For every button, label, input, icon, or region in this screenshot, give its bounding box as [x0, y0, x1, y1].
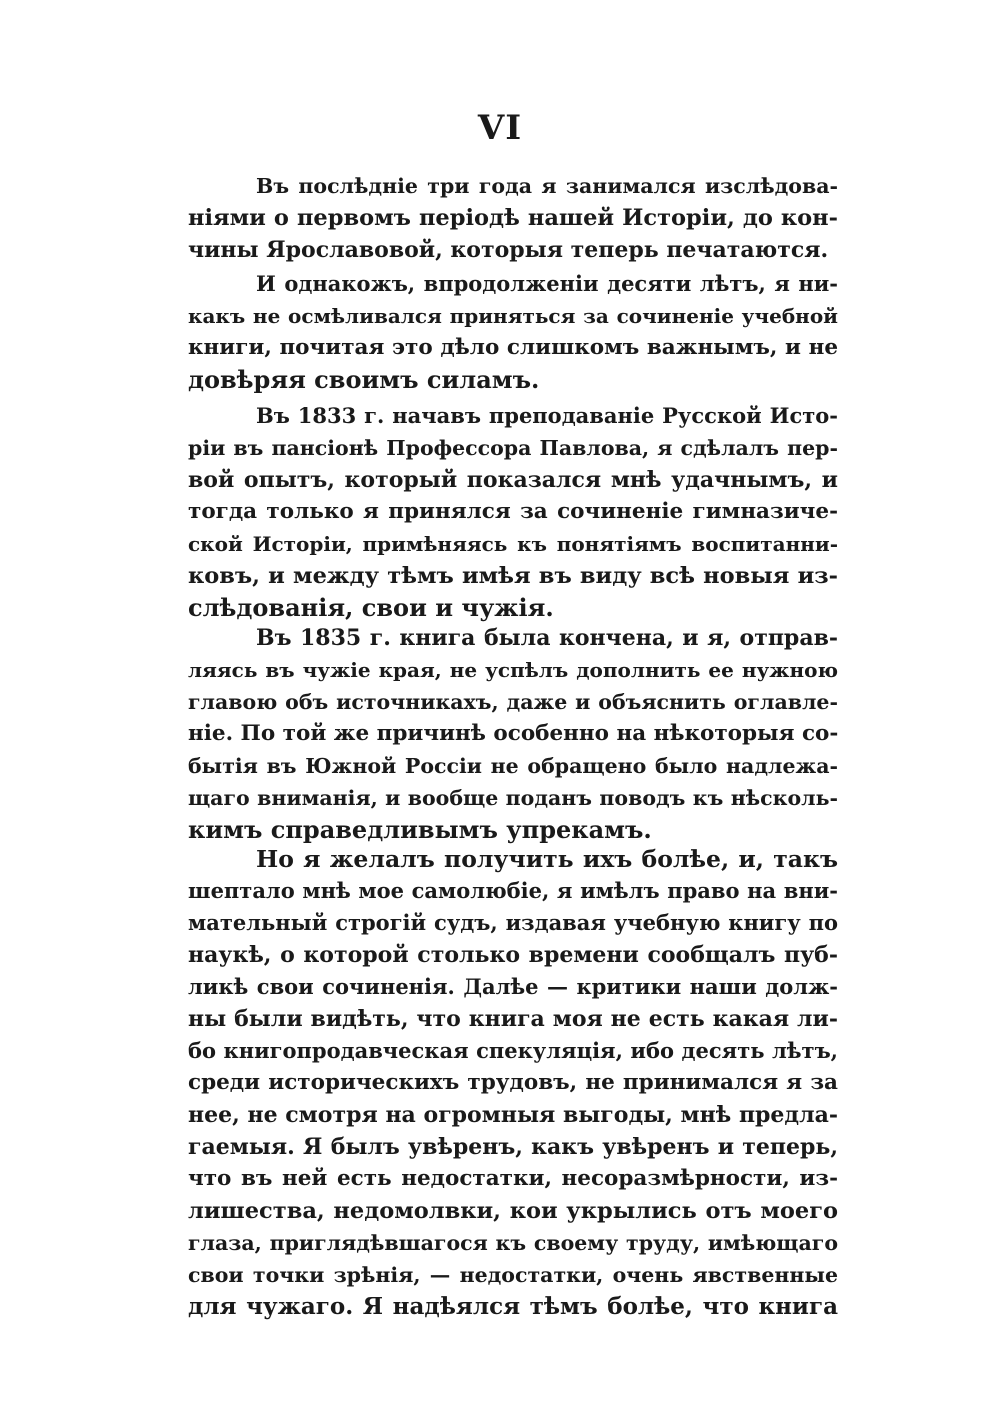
text-line: довѣряя своимъ силамъ.: [188, 365, 540, 394]
text-line: ковъ, и между тѣмъ имѣя въ виду всѣ новыя из-: [188, 563, 838, 589]
text-line: главою объ источникахъ, даже и объяснить оглавле-: [188, 690, 838, 714]
paragraph-2: [188, 268, 838, 396]
text-line: слѣдованія, свои и чужія.: [188, 593, 554, 622]
text-line: Но я желалъ получить ихъ болѣе, и, такъ: [256, 845, 838, 873]
text-line: ніе. По той же причинѣ особенно на нѣкоторыя со-: [188, 721, 838, 746]
text-line: ны были видѣть, что книга моя не есть какая ли-: [188, 1006, 838, 1032]
text-line: ніями о первомъ періодѣ нашей Исторіи, до кон-: [188, 205, 838, 231]
text-line: щаго вниманія, и вообще поданъ поводъ къ нѣсколь-: [188, 786, 838, 810]
text-line: гаемыя. Я былъ увѣренъ, какъ увѣренъ и теперь,: [188, 1134, 838, 1160]
text-line: что въ ней есть недостатки, несоразмѣрности, из-: [188, 1166, 838, 1191]
text-line: ликѣ свои сочиненія. Далѣе — критики наши долж-: [188, 974, 838, 999]
text-line: какъ не осмѣливался приняться за сочиненіе учебной: [188, 304, 838, 328]
text-line: И однакожъ, впродолженіи десяти лѣтъ, я ни-: [256, 271, 838, 296]
text-line: Въ послѣдніе три года я занимался изслѣдова-: [256, 174, 838, 198]
page-number: VI: [477, 108, 523, 148]
text-line: шептало мнѣ мое самолюбіе, я имѣлъ право на вни-: [188, 878, 838, 903]
text-line: среди историческихъ трудовъ, не принимался я за: [188, 1070, 838, 1095]
text-line: ляясь въ чужіе края, не успѣлъ дополнить ее нужною: [188, 658, 838, 682]
text-line: Въ 1833 г. начавъ преподаваніе Русской Исто-: [256, 403, 838, 428]
text-line: мательный строгій судъ, издавая учебную книгу по: [188, 910, 838, 935]
text-line: наукѣ, о которой столько времени сообщалъ пуб-: [188, 942, 838, 968]
text-line: тогда только я принялся за сочиненіе гимназиче-: [188, 499, 838, 524]
text-line: глаза, приглядѣвшагося къ своему труду, имѣющаго: [188, 1231, 838, 1255]
paragraph-3: [188, 400, 838, 624]
text-line: кимъ справедливымъ упрекамъ.: [188, 815, 652, 844]
text-line: лишества, недомолвки, кои укрылись отъ моего: [188, 1198, 838, 1224]
text-line: свои точки зрѣнія, — недостатки, очень явственные: [188, 1263, 838, 1287]
text-line: вой опытъ, который показался мнѣ удачнымъ, и: [188, 467, 838, 493]
text-line: нее, не смотря на огромныя выгоды, мнѣ предла-: [188, 1102, 838, 1128]
text-line: книги, почитая это дѣло слишкомъ важнымъ, и не: [188, 335, 838, 360]
text-line: для чужаго. Я надѣялся тѣмъ болѣе, что книга: [188, 1293, 838, 1320]
text-line: чины Ярославовой, которыя теперь печатаются.: [188, 237, 829, 263]
text-line: ской Исторіи, примѣняясь къ понятіямъ воспитанни-: [188, 532, 838, 556]
text-line: бытія въ Южной Россіи не обращено было надлежа-: [188, 754, 838, 778]
paragraph-5: [188, 843, 838, 1323]
paragraph-4: [188, 622, 838, 846]
text-line: бо книгопродавческая спекуляція, ибо десять лѣтъ,: [188, 1038, 838, 1063]
text-line: ріи въ пансіонѣ Профессора Павлова, я сдѣлалъ пер-: [188, 436, 838, 460]
text-line: Въ 1835 г. книга была кончена, и я, отправ-: [256, 625, 838, 651]
paragraph-1: [188, 170, 838, 266]
